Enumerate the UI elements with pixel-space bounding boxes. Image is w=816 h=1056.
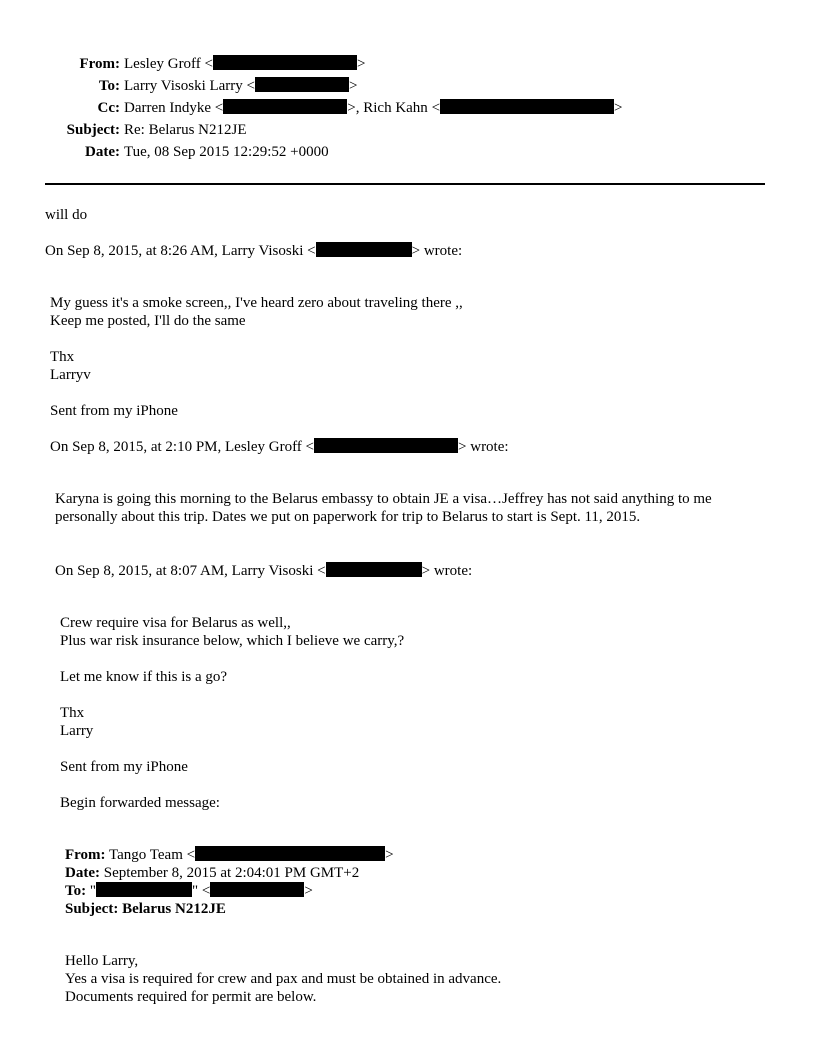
quote1-sent-from: Sent from my iPhone	[50, 403, 178, 419]
subject-value: Re: Belarus N212JE	[124, 122, 247, 138]
fwd-from-label: From:	[65, 847, 106, 863]
quote3-forwarded-note: Begin forwarded message:	[60, 795, 220, 811]
redaction-block	[195, 846, 385, 861]
to-field: Larry Visoski Larry < >	[124, 78, 358, 94]
fwd-date-label: Date:	[65, 865, 100, 881]
attribution-prefix: On Sep 8, 2015, at 2:10 PM, Lesley Groff	[50, 439, 302, 455]
redaction-block	[326, 562, 422, 577]
fwd-greeting: Hello Larry,	[65, 953, 139, 969]
redaction-block	[314, 438, 458, 453]
fwd-body-line1: Yes a visa is required for crew and pax and must be obtained in advance.	[65, 971, 502, 987]
fwd-subject-label: Subject:	[65, 901, 119, 917]
date-value: Tue, 08 Sep 2015 12:29:52 +0000	[124, 144, 329, 160]
attribution-suffix: wrote:	[470, 439, 509, 455]
attribution-prefix: On Sep 8, 2015, at 8:26 AM, Larry Visoski	[45, 243, 304, 259]
cc-label: Cc:	[97, 100, 120, 116]
redaction-block	[316, 242, 412, 257]
redaction-block	[210, 882, 304, 897]
quote3-line3: Let me know if this is a go?	[60, 669, 228, 685]
quote3-thx: Thx	[60, 705, 85, 721]
fwd-date-line	[65, 864, 359, 882]
cc-value-2: Rich Kahn	[363, 100, 428, 116]
cc-field: Darren Indyke < >, Rich Kahn < >	[124, 100, 623, 116]
fwd-date-value: September 8, 2015 at 2:04:01 PM GMT+2	[103, 865, 360, 881]
reply-attribution: On Sep 8, 2015, at 8:26 AM, Larry Visoski < > wrote:	[45, 243, 463, 259]
from-value: Lesley Groff	[124, 56, 201, 72]
from-label: From:	[79, 56, 120, 72]
subject-label: Subject:	[66, 122, 120, 138]
quote1-signature: Larryv	[50, 367, 91, 383]
quote3-line2: Plus war risk insurance below, which I believe we carry,?	[60, 633, 405, 649]
from-field: Lesley Groff < >	[124, 56, 366, 72]
to-value: Larry Visoski Larry	[124, 78, 243, 94]
fwd-to-label: To:	[65, 883, 87, 899]
fwd-from-line: From: Tango Team < >	[65, 847, 394, 863]
fwd-subject-line	[65, 900, 226, 918]
attribution-suffix: wrote:	[433, 563, 473, 579]
attribution-prefix: On Sep 8, 2015, at 8:07 AM, Larry Visoski	[55, 563, 314, 579]
date-label: Date:	[85, 144, 120, 160]
fwd-from-value: Tango Team	[109, 847, 183, 863]
quote2-line2: personally about this trip. Dates we put on paperwork for trip to Belarus to start is Sept. 11, 2015.	[55, 509, 641, 525]
reply-body: will do	[45, 207, 88, 223]
header-divider	[45, 183, 765, 185]
quote2-attribution: On Sep 8, 2015, at 8:07 AM, Larry Visoski < > wrote:	[55, 563, 473, 579]
redaction-block	[96, 882, 192, 897]
fwd-to-line: To: " " < >	[65, 883, 313, 899]
cc-value-1: Darren Indyke	[124, 100, 212, 116]
redaction-block	[223, 99, 347, 114]
quote2-line1: Karyna is going this morning to the Belarus embassy to obtain JE a visa…Jeffrey has not said anything to me	[55, 491, 712, 507]
fwd-body-line2: Documents required for permit are below.	[65, 989, 317, 1005]
redaction-block	[213, 55, 357, 70]
redaction-block	[440, 99, 614, 114]
attribution-suffix: wrote:	[423, 243, 463, 259]
quote1-attribution: On Sep 8, 2015, at 2:10 PM, Lesley Groff < > wrote:	[50, 439, 509, 455]
to-label: To:	[98, 78, 120, 94]
quote3-sent-from: Sent from my iPhone	[60, 759, 188, 775]
quote1-line2: Keep me posted, I'll do the same	[50, 313, 246, 329]
quote3-signature: Larry	[60, 723, 94, 739]
quote1-thx: Thx	[50, 349, 75, 365]
quote3-line1: Crew require visa for Belarus as well,,	[60, 615, 291, 631]
quote1-line1: My guess it's a smoke screen,, I've heard zero about traveling there ,,	[50, 295, 463, 311]
redaction-block	[255, 77, 349, 92]
fwd-subject-value: Belarus N212JE	[122, 901, 226, 917]
